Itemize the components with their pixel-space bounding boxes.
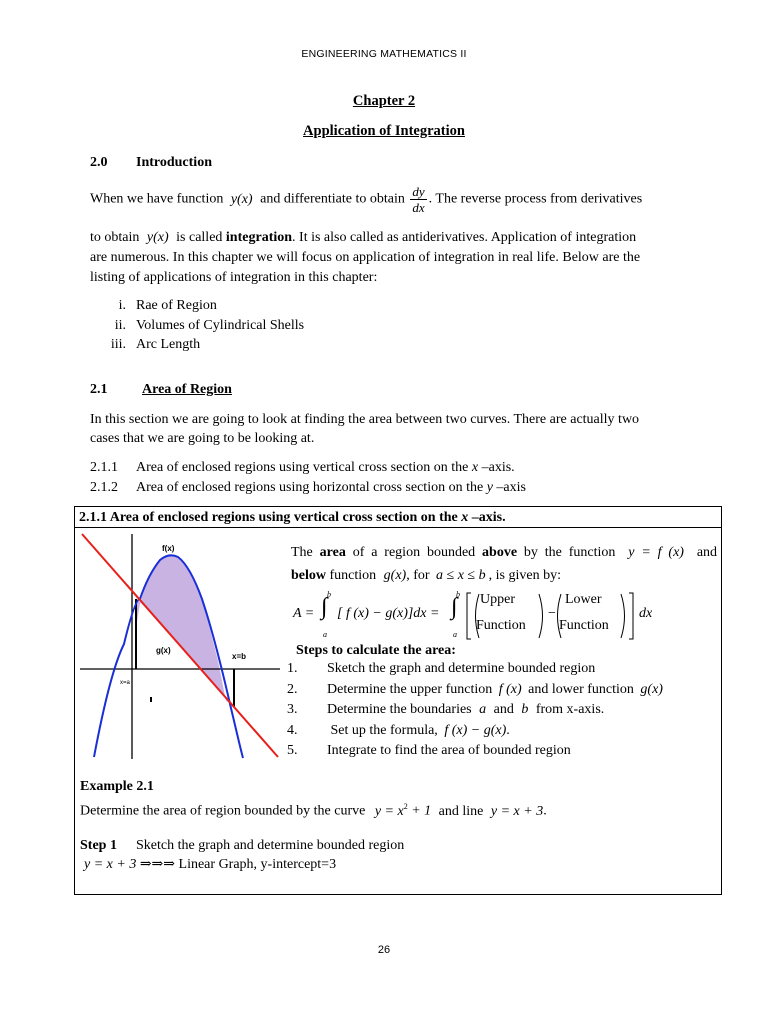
applications-list: [90, 298, 390, 357]
example-math: y = x + 3: [490, 803, 544, 819]
case-tail: –axis: [496, 480, 526, 495]
example-math: y = x: [374, 803, 404, 819]
upper-limit: b: [456, 590, 460, 599]
case-text: Area of enclosed regions using horizontal cross section on the: [136, 480, 484, 495]
desc-bold: area: [319, 545, 346, 560]
implies-arrows: ⇒⇒⇒: [139, 857, 176, 872]
example-text: and line: [438, 803, 484, 819]
step-number: 5.: [287, 743, 298, 758]
upper-limit: b: [327, 590, 331, 599]
steps-list: [287, 659, 717, 762]
desc-text: of a region bounded: [352, 545, 476, 560]
stray-mark: [150, 697, 152, 702]
section-paragraph-line2: cases that we are going to be looking at.: [90, 431, 315, 446]
desc-text: , for: [406, 568, 430, 583]
upper-word: Upper: [480, 592, 515, 607]
step-math: b: [521, 702, 529, 717]
step-item: [287, 721, 717, 742]
dy-dx-fraction: [410, 184, 426, 215]
list-item-text: Arc Length: [136, 337, 201, 352]
step-math: g(x): [640, 681, 663, 697]
formula-lhs: A =: [293, 606, 315, 621]
step1-text: Sketch the graph and determine bounded region: [136, 838, 405, 853]
intro-text: and differentiate to obtain: [260, 191, 405, 207]
intro-paragraph-line3: are numerous. In this chapter we will focus on application of integration in real life. Below are the: [90, 250, 641, 265]
desc-text: , is given by:: [488, 568, 561, 583]
list-item: [90, 318, 390, 338]
right-paren: [621, 594, 625, 638]
example-math: + 1: [411, 803, 432, 819]
step-text: Sketch the graph and determine bounded region: [327, 661, 596, 676]
step-item: [287, 700, 717, 721]
page-number: 26: [377, 944, 391, 956]
step-text: Integrate to find the area of bounded region: [327, 743, 571, 758]
intro-title: Introduction: [136, 155, 212, 170]
graph-label-b: x=b: [232, 652, 247, 661]
desc-math: y = f (x): [628, 545, 684, 560]
step-number: 3.: [287, 702, 298, 717]
graph-label-a: x=a: [120, 680, 130, 686]
section-paragraph-line1: In this section we are going to look at finding the area between two curves. There are actually two: [90, 412, 640, 427]
step-number: 2.: [287, 681, 298, 697]
fraction-numerator: dy: [412, 184, 425, 199]
chapter-heading: Chapter 2: [352, 93, 416, 109]
step-item: [287, 659, 717, 680]
step-item: [287, 741, 717, 762]
intro-bold-term: integration: [225, 230, 293, 245]
step-text: Determine the boundaries: [327, 702, 472, 717]
box-title-tail: –axis.: [471, 510, 506, 525]
case-tail: –axis.: [481, 460, 515, 475]
desc-bold: above: [482, 545, 518, 560]
right-bracket: [629, 593, 633, 639]
intro-paragraph-line4: listing of applications of integration in this chapter:: [90, 270, 378, 285]
intro-paragraph-line1: [90, 184, 642, 215]
section-title: Area of Region: [142, 382, 232, 397]
list-item-number: iii.: [110, 337, 126, 352]
chapter-title: Application of Integration: [303, 123, 465, 139]
steps-title: Steps to calculate the area:: [296, 643, 456, 658]
area-description-line1: [291, 543, 717, 563]
intro-math: y(x): [230, 191, 253, 207]
list-item: [90, 337, 390, 357]
intro-text: to obtain: [90, 230, 140, 245]
intro-text: When we have function: [90, 191, 224, 207]
step-math: f (x): [498, 681, 522, 697]
step-math: f (x) − g(x): [444, 722, 507, 738]
fraction-denominator: dx: [412, 200, 425, 215]
intro-math: y(x): [146, 230, 169, 245]
step-number: 4.: [287, 722, 298, 738]
list-item-text: Rae of Region: [136, 298, 217, 313]
function-word: Function: [559, 618, 609, 633]
case-text: Area of enclosed regions using vertical cross section on the: [136, 460, 469, 475]
list-item-text: Volumes of Cylindrical Shells: [136, 317, 305, 333]
step-text: from x-axis.: [535, 702, 605, 717]
graph-label-f: f(x): [162, 544, 175, 553]
shaded-region: [136, 555, 234, 707]
step1-label: Step 1: [80, 838, 117, 853]
step-item: [287, 680, 717, 701]
desc-bold: below: [291, 568, 326, 583]
area-between-curves-graph: [80, 529, 280, 759]
intro-paragraph-line2: [90, 228, 636, 248]
intro-text: is called: [176, 230, 223, 245]
lower-word: Lower: [565, 592, 602, 607]
desc-text: The: [291, 545, 313, 560]
case-number: 2.1.2: [90, 480, 118, 495]
step-math: a: [479, 702, 487, 717]
step-text: .: [506, 722, 510, 738]
example-exponent: 2: [403, 802, 408, 811]
case-item: [90, 458, 515, 478]
section-number: 2.1: [90, 382, 108, 397]
step1-math: y = x + 3: [84, 857, 137, 872]
box-title: [79, 508, 506, 528]
step-text: Set up the formula,: [327, 722, 438, 738]
example-step1: [80, 836, 404, 856]
list-item-number: ii.: [114, 317, 126, 333]
lower-limit: a: [453, 630, 457, 639]
desc-math: a ≤ x ≤ b: [436, 568, 486, 583]
running-header: ENGINEERING MATHEMATICS II: [301, 48, 467, 60]
right-paren: [539, 594, 543, 638]
desc-text: function: [329, 568, 377, 583]
case-variable: y: [486, 480, 493, 495]
lower-limit: a: [323, 630, 327, 639]
area-description-line2: [291, 566, 561, 586]
desc-text: by the function: [523, 545, 616, 560]
step-number: 1.: [287, 661, 298, 676]
box-title-variable: x: [461, 510, 469, 525]
desc-math: g(x): [383, 568, 407, 583]
intro-number: 2.0: [90, 155, 108, 170]
list-item-number: i.: [118, 298, 126, 313]
example-statement: [80, 797, 547, 822]
case-item: [90, 478, 526, 498]
intro-text: . It is also called as antiderivatives. Application of integration: [292, 230, 637, 245]
formula-minus: −: [548, 606, 556, 621]
step-text: and lower function: [528, 681, 634, 697]
step-text: Determine the upper function: [327, 681, 493, 697]
function-word: Function: [476, 618, 526, 633]
case-variable: x: [471, 460, 479, 475]
desc-text: and: [696, 545, 718, 560]
formula-dx: dx: [639, 606, 653, 621]
step-text: and: [493, 702, 514, 717]
integral-symbol: ∫: [451, 594, 458, 620]
step1-tail: Linear Graph, y-intercept=3: [178, 857, 337, 872]
intro-text: . The reverse process from derivatives: [428, 191, 643, 207]
box-title-text: 2.1.1 Area of enclosed regions using vertical cross section on the: [79, 510, 458, 525]
left-bracket: [467, 593, 471, 639]
case-number: 2.1.1: [90, 460, 118, 475]
example-text: Determine the area of region bounded by the curve: [80, 803, 366, 819]
example-title: Example 2.1: [80, 779, 154, 794]
list-item: [90, 298, 390, 318]
graph-label-g: g(x): [156, 646, 171, 655]
formula-integrand: [ f (x) − g(x)]dx =: [337, 606, 440, 621]
area-formula: [293, 590, 713, 642]
example-step1-equation: [84, 855, 336, 875]
integral-symbol: ∫: [321, 594, 328, 620]
example-text: .: [543, 803, 547, 819]
